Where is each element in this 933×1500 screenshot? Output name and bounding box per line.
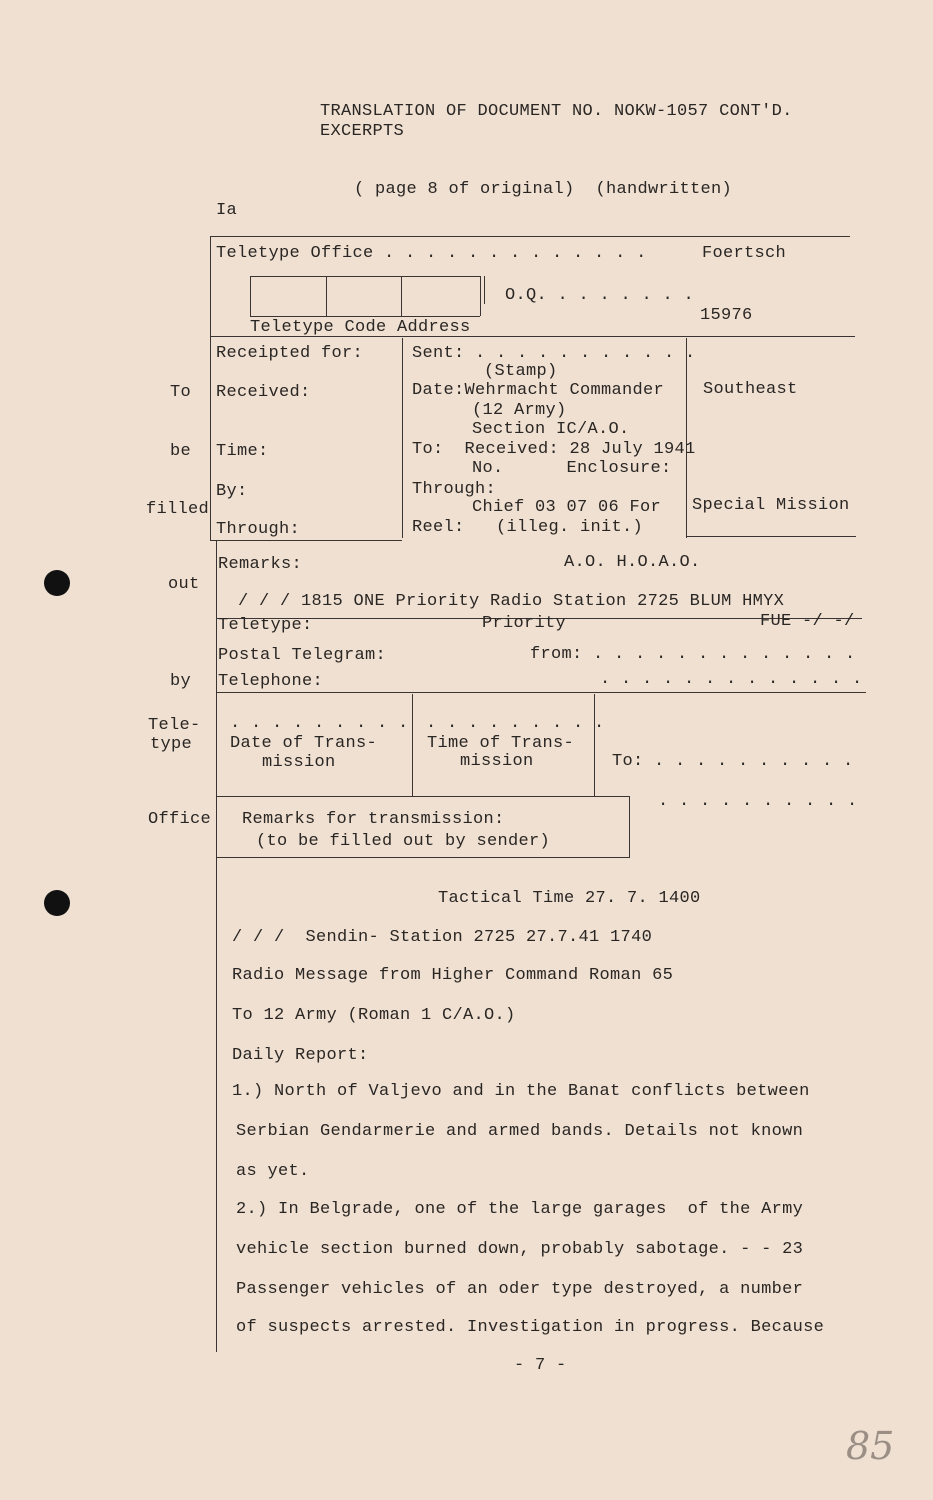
sending-station: / / / Sendin- Station 2725 27.7.41 1740: [232, 928, 653, 947]
southeast-label: Southeast: [703, 380, 798, 399]
telephone-underline: [216, 692, 866, 693]
special-mission-label: Special Mission: [692, 496, 850, 515]
side-label-filled: filled: [146, 500, 210, 519]
foertsch-name: Foertsch: [702, 244, 787, 263]
page-note: ( page 8 of original) (handwritten): [354, 180, 733, 199]
code-address-label: Teletype Code Address: [250, 318, 471, 337]
trans-divider-1: [412, 694, 413, 796]
code-box-top: [250, 276, 480, 277]
paragraph-1-line-1: 1.) North of Valjevo and in the Banat conflicts between: [232, 1082, 810, 1101]
teletype-office-label: Teletype Office . . . . . . . . . . . . .: [216, 244, 647, 263]
paragraph-2-line-2: vehicle section burned down, probably sabotage. - - 23: [236, 1240, 804, 1259]
reel-label: Reel: (illeg. init.): [412, 518, 644, 537]
punch-hole-bottom: [44, 890, 70, 916]
code-box-bottom: [250, 316, 480, 317]
sent-label: Sent: . . . . . . . . . . .: [412, 344, 696, 363]
page-number: - 7 -: [514, 1356, 567, 1375]
telephone-dots: . . . . . . . . . . . . .: [600, 670, 863, 689]
oq-label: O.Q. . . . . . . .: [505, 286, 695, 305]
by-label: By:: [216, 482, 248, 501]
form-top-line: [210, 236, 850, 237]
chief-label: Chief 03 07 06 For: [472, 498, 662, 517]
date-dots: . . . . . . . . .: [230, 714, 409, 733]
remarks-label: Remarks:: [218, 555, 303, 574]
code-box-div-3: [480, 276, 481, 316]
to-received-label: To: Received: 28 July 1941: [412, 440, 696, 459]
receipted-for-label: Receipted for:: [216, 344, 364, 363]
section-label: Section IC/A.O.: [472, 420, 630, 439]
radio-message-line: Radio Message from Higher Command Roman 65: [232, 966, 674, 985]
document-number: 15976: [700, 306, 753, 325]
trans-divider-2: [594, 694, 595, 796]
priority-radio-line: / / / 1815 ONE Priority Radio Station 2725 BLUM HMYX: [238, 592, 785, 611]
paragraph-2-line-3: Passenger vehicles of an oder type destroyed, a number: [236, 1280, 804, 1299]
remarks-transmission-line1: Remarks for transmission:: [242, 810, 505, 829]
stamp-label: (Stamp): [484, 362, 558, 381]
mission-bottom-line: [686, 536, 856, 537]
daily-report-heading: Daily Report:: [232, 1046, 369, 1065]
army-label: (12 Army): [472, 401, 567, 420]
date-transmission-line2: mission: [262, 753, 336, 772]
paragraph-2-line-1: 2.) In Belgrade, one of the large garages of the Army: [236, 1200, 804, 1219]
time-transmission-line1: Time of Trans-: [427, 734, 575, 753]
oq-bracket: [484, 276, 485, 304]
code-box-div-2: [401, 276, 402, 316]
paragraph-2-line-4: of suspects arrested. Investigation in progress. Because: [236, 1318, 825, 1337]
side-label-type: type: [150, 735, 193, 754]
paragraph-1-line-3: as yet.: [236, 1162, 310, 1181]
date-wehrmacht: Date:Wehrmacht Commander: [412, 381, 665, 400]
received-label: Received:: [216, 383, 311, 402]
receipted-divider: [402, 338, 403, 538]
code-box-div-1: [326, 276, 327, 316]
form-left-border: [210, 236, 211, 540]
time-dots: . . . . . . . . .: [426, 714, 605, 733]
receipted-bottom-line: [210, 540, 402, 541]
to-army-line: To 12 Army (Roman 1 C/A.O.): [232, 1006, 516, 1025]
through-right-label: Through:: [412, 480, 497, 499]
tactical-time: Tactical Time 27. 7. 1400: [438, 889, 701, 908]
paragraph-1-line-2: Serbian Gendarmerie and armed bands. Details not known: [236, 1122, 804, 1141]
document-title: TRANSLATION OF DOCUMENT NO. NOKW-1057 CONT'D.: [320, 102, 793, 121]
time-transmission-line2: mission: [460, 752, 534, 771]
side-label-tele: Tele-: [148, 716, 201, 735]
remarks-transmission-line2: (to be filled out by sender): [256, 832, 551, 851]
date-transmission-line1: Date of Trans-: [230, 734, 378, 753]
side-label-by: by: [170, 672, 192, 691]
no-enclosure-label: No. Enclosure:: [472, 459, 672, 478]
side-label-to: To: [170, 383, 192, 402]
telephone-label: Telephone:: [218, 672, 324, 691]
lower-left-border: [216, 540, 217, 1352]
sent-divider: [686, 338, 687, 538]
document-subtitle: EXCERPTS: [320, 122, 405, 141]
side-label-office: Office: [148, 810, 212, 829]
fue-label: FUE -/ -/: [760, 612, 855, 631]
time-label: Time:: [216, 442, 269, 461]
teletype-label: Teletype:: [218, 616, 313, 635]
from-label: from: . . . . . . . . . . . . .: [530, 645, 856, 664]
ia-mark: Ia: [216, 201, 238, 220]
postal-telegram-label: Postal Telegram:: [218, 646, 387, 665]
to-dots-label: To: . . . . . . . . . .: [612, 752, 854, 771]
through-left-label: Through:: [216, 520, 301, 539]
extra-dots: . . . . . . . . . .: [658, 792, 858, 811]
handwritten-page-number: 85: [846, 1424, 895, 1468]
side-label-be: be: [170, 442, 192, 461]
punch-hole-top: [44, 570, 70, 596]
code-box-div-0: [250, 276, 251, 316]
priority-label: Priority: [482, 614, 567, 633]
ao-hoao: A.O. H.O.A.O.: [564, 553, 701, 572]
side-label-out: out: [168, 575, 200, 594]
